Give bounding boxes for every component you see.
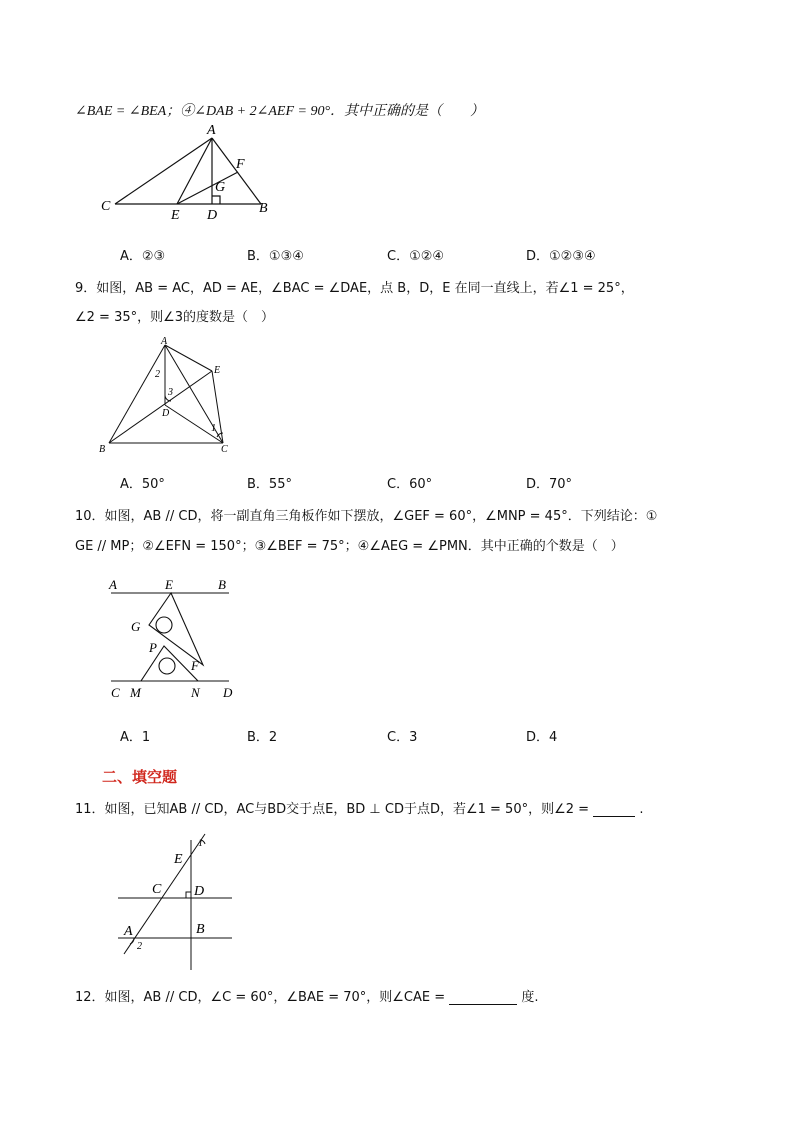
q10-option-a[interactable]: A．1: [120, 730, 151, 745]
q11-label-1: 1: [198, 838, 203, 849]
q12-text-line: [75, 986, 539, 1005]
q8-option-a[interactable]: A．②③: [120, 249, 166, 264]
q10-option-d[interactable]: D．4: [526, 730, 558, 745]
q9-label-3: 3: [168, 387, 173, 398]
q11-label-a: A: [124, 924, 133, 939]
q8-label-e: E: [171, 208, 180, 223]
q11-label-c: C: [152, 882, 162, 897]
q9-label-d: D: [162, 408, 170, 419]
q11-text-line: [75, 798, 643, 817]
q10-label-f: F: [191, 658, 199, 673]
q9-option-d[interactable]: D．70°: [526, 477, 573, 492]
q11-text-end: .: [639, 802, 644, 817]
q8-option-d[interactable]: D．①②③④: [526, 249, 596, 264]
q10-option-c[interactable]: C．3: [387, 730, 418, 745]
q8-figure: [95, 120, 285, 223]
q12-text-end: 度.: [521, 990, 539, 1005]
q11-label-d: D: [194, 884, 205, 899]
q9-label-c: C: [221, 444, 228, 455]
q8-option-c[interactable]: C．①②④: [387, 249, 445, 264]
q11-label-e: E: [174, 852, 183, 867]
q10-label-n: N: [191, 685, 200, 700]
q9-label-e: E: [214, 365, 221, 376]
q9-text-line-2: ∠2 = 35°，则∠3的度数是（ ）: [75, 310, 275, 325]
q12-text: 12．如图，AB // CD，∠C = 60°，∠BAE = 70°，则∠CAE =: [75, 990, 446, 1005]
q10-label-g: G: [131, 619, 141, 634]
q9-option-a[interactable]: A．50°: [120, 477, 165, 492]
q12-answer-blank[interactable]: [449, 990, 517, 1005]
q11-text: 11．如图，已知AB // CD，AC与BD交于点E，BD ⊥ CD于点D，若∠1 = 50°，则∠2 =: [75, 802, 590, 817]
q9-label-1: 1: [211, 423, 216, 434]
q10-figure: [105, 575, 245, 700]
q10-text-line-1: 10．如图，AB // CD，将一副直角三角板作如下摆放，∠GEF = 60°，∠MNP = 45°．下列结论：①: [75, 509, 658, 524]
q11-figure: [110, 832, 240, 972]
q9-option-c[interactable]: C．60°: [387, 477, 433, 492]
q10-label-m: M: [130, 685, 141, 700]
q9-label-2: 2: [155, 369, 160, 380]
q9-text-line-1: 9．如图，AB = AC，AD = AE，∠BAC = ∠DAE，点 B，D，E 在同一直线上，若∠1 = 25°，: [75, 281, 634, 296]
q9-label-b: B: [99, 444, 106, 455]
q9-label-a: A: [161, 336, 168, 347]
q10-label-p: P: [149, 640, 157, 655]
q11-label-b: B: [196, 922, 205, 937]
q10-label-b: B: [218, 577, 226, 592]
q8-label-c: C: [101, 199, 111, 214]
q8-label-b: B: [259, 201, 268, 216]
q8-options: [120, 245, 720, 265]
q8-label-d: D: [207, 208, 218, 223]
section-title-fill-in: 二、填空题: [102, 768, 178, 786]
q10-label-d: D: [223, 685, 233, 700]
q8-label-f: F: [236, 157, 245, 172]
q8-label-g: G: [215, 180, 226, 195]
q8-text-line: ∠BAE = ∠BEA；④∠DAB + 2∠AEF = 90°．其中正确的是（ ）: [75, 104, 485, 119]
q11-answer-blank[interactable]: [593, 802, 635, 817]
q8-label-a: A: [207, 123, 216, 138]
q10-label-a: A: [109, 577, 117, 592]
q10-option-b[interactable]: B．2: [247, 730, 278, 745]
q9-options: [120, 473, 720, 493]
q10-text-line-2: GE // MP；②∠EFN = 150°；③∠BEF = 75°；④∠AEG = ∠PMN．其中正确的个数是（ ）: [75, 539, 624, 554]
q11-label-2: 2: [137, 941, 142, 952]
q9-figure: [95, 335, 245, 460]
q9-option-b[interactable]: B．55°: [247, 477, 292, 492]
q10-options: [120, 726, 720, 746]
q8-option-b[interactable]: B．①③④: [247, 249, 304, 264]
q10-label-c: C: [111, 685, 120, 700]
q10-label-e: E: [165, 577, 173, 592]
